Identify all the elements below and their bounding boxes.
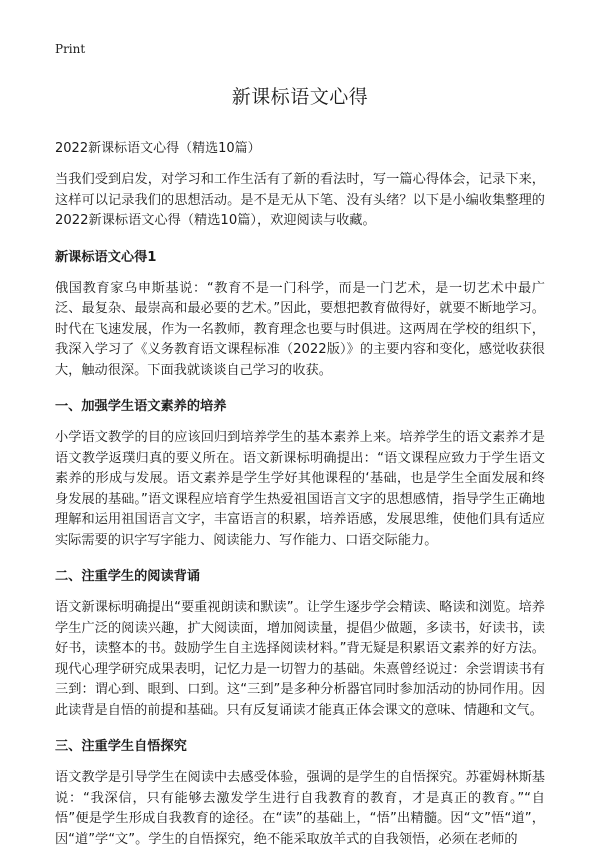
intro-paragraph: 当我们受到启发，对学习和工作生活有了新的看法时，写一篇心得体会，记录下来，这样可以记录我们的思想活动。是不是无从下笔、没有头绪？以下是小编收集整理的2022新课标语文心得（精选10篇），欢迎阅读与收藏。 [55, 172, 545, 228]
section-heading: 新课标语文心得1 [55, 249, 157, 265]
document-subtitle: 2022新课标语文心得（精选10篇） [55, 141, 261, 156]
heading-3: 三、注重学生自悟探究 [55, 739, 187, 754]
heading-2: 二、注重学生的阅读背诵 [55, 569, 201, 584]
heading-1: 一、加强学生语文素养的培养 [55, 399, 227, 414]
paragraph-3: 语文新课标明确提出“要重视朗读和默读”。让学生逐步学会精读、略读和浏览。培养学生广泛的阅读兴趣，扩大阅读面，增加阅读量，提倡少做题，多读书，好读书，读好书，读整本的书。鼓励学生自主选择阅读材料。”背无疑是积累语文素养的好方法。现代心理学研究成果表明，记忆力是一切智力的基础。朱熹曾经说过：余尝谓读书有三到：谓心到、眼到、口到。这“三到”是多种分析器官同时参加活动的协同作用。因此读背是自悟的前提和基础。只有反复诵读才能真正体会课文的意味、情趣和文气。 [55, 600, 545, 718]
print-link[interactable]: Print [55, 42, 86, 56]
paragraph-4: 语文教学是引导学生在阅读中去感受体验，强调的是学生的自悟探究。苏霍姆林斯基说：“我深信，只有能够去激发学生进行自我教育的教育，才是真正的教育。”“自悟”便是学生形成自我教育的途径。在“读”的基础上，“悟”出精髓。因“文”悟“道”，因“道”学“文”。学生的自悟探究，绝不能采取放羊式的自我领悟，必须在老师的 [55, 770, 545, 847]
document-title: 新课标语文心得 [231, 86, 369, 108]
paragraph-1: 俄国教育家乌申斯基说：“教育不是一门科学，而是一门艺术，是一切艺术中最广泛、最复杂、最崇高和最必要的艺术。”因此，要想把教育做得好，就要不断地学习。时代在飞速发展，作为一名教师，教育理念也要与时俱进。这两周在学校的组织下，我深入学习了《义务教育语文课程标准（2022版）》的主要内容和变化，感觉收获很大，触动很深。下面我就谈谈自己学习的收获。 [55, 280, 545, 378]
paragraph-2: 小学语文教学的目的应该回归到培养学生的基本素养上来。培养学生的语文素养才是语文教学返璞归真的要义所在。语文新课标明确提出：“语文课程应致力于学生语文素养的形成与发展。语文素养是学生学好其他课程的‘基础，也是学生全面发展和终身发展的基础。”语文课程应培育学生热爱祖国语言文字的思想感情，指导学生正确地理解和运用祖国语言文字，丰富语言的积累，培养语感，发展思维，使他们具有适应实际需要的识字写字能力、阅读能力、写作能力、口语交际能力。 [55, 430, 545, 548]
